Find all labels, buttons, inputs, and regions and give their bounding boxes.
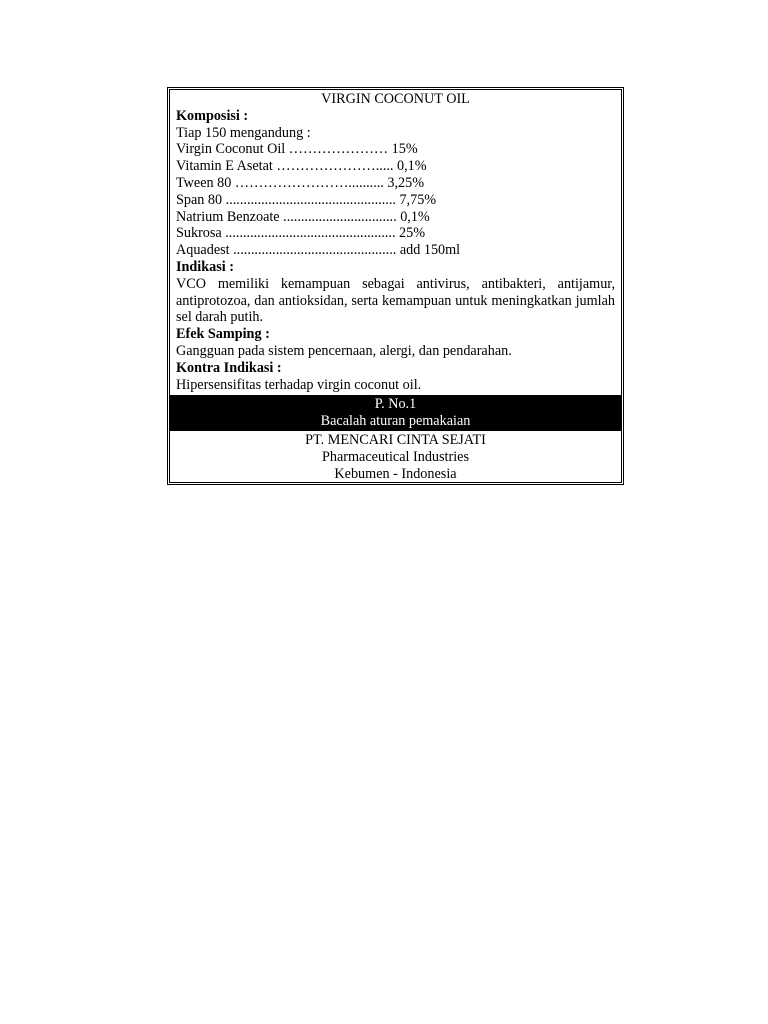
komposisi-item: Vitamin E Asetat …………………..... 0,1% — [176, 158, 427, 175]
komposisi-item: Natrium Benzoate ................................ 0,1% — [176, 208, 430, 225]
komposisi-item: Sukrosa ................................................ 25% — [176, 225, 426, 242]
usage-warning: Bacalah aturan pemakaian — [320, 413, 471, 429]
manufacturer-info — [170, 432, 621, 482]
registration-number: P. No.1 — [374, 396, 417, 412]
komposisi-item: Aquadest .............................................. add 150ml — [176, 242, 461, 259]
manufacturer-location: Kebumen - Indonesia — [334, 465, 457, 482]
komposisi-item: Tween 80 …………………….......... 3,25% — [176, 174, 425, 191]
product-title: VIRGIN COCONUT OIL — [321, 91, 470, 107]
efek-samping-heading: Efek Samping : — [176, 326, 270, 343]
komposisi-item: Span 80 ................................................ 7,75% — [176, 191, 437, 208]
manufacturer-name: PT. MENCARI CINTA SEJATI — [305, 432, 486, 448]
kontra-indikasi-text: Hipersensifitas terhadap virgin coconut oil. — [176, 376, 422, 393]
efek-samping-text: Gangguan pada sistem pencernaan, alergi, dan pendarahan. — [176, 342, 512, 359]
komposisi-item: Virgin Coconut Oil ………………… 15% — [176, 141, 418, 158]
warning-band — [170, 395, 621, 431]
manufacturer-type: Pharmaceutical Industries — [322, 448, 469, 465]
indikasi-text: VCO memiliki kemampuan sebagai antivirus, antibakteri, antijamur, antiprotozoa, dan antioksidan, serta kemampuan untuk meningkatkan jumlah sel darah putih. — [176, 275, 615, 326]
komposisi-heading: Komposisi : — [176, 107, 249, 124]
label-main-section — [170, 90, 621, 393]
product-label — [167, 87, 624, 485]
indikasi-heading: Indikasi : — [176, 258, 234, 275]
komposisi-intro: Tiap 150 mengandung : — [176, 124, 311, 141]
kontra-indikasi-heading: Kontra Indikasi : — [176, 359, 282, 376]
